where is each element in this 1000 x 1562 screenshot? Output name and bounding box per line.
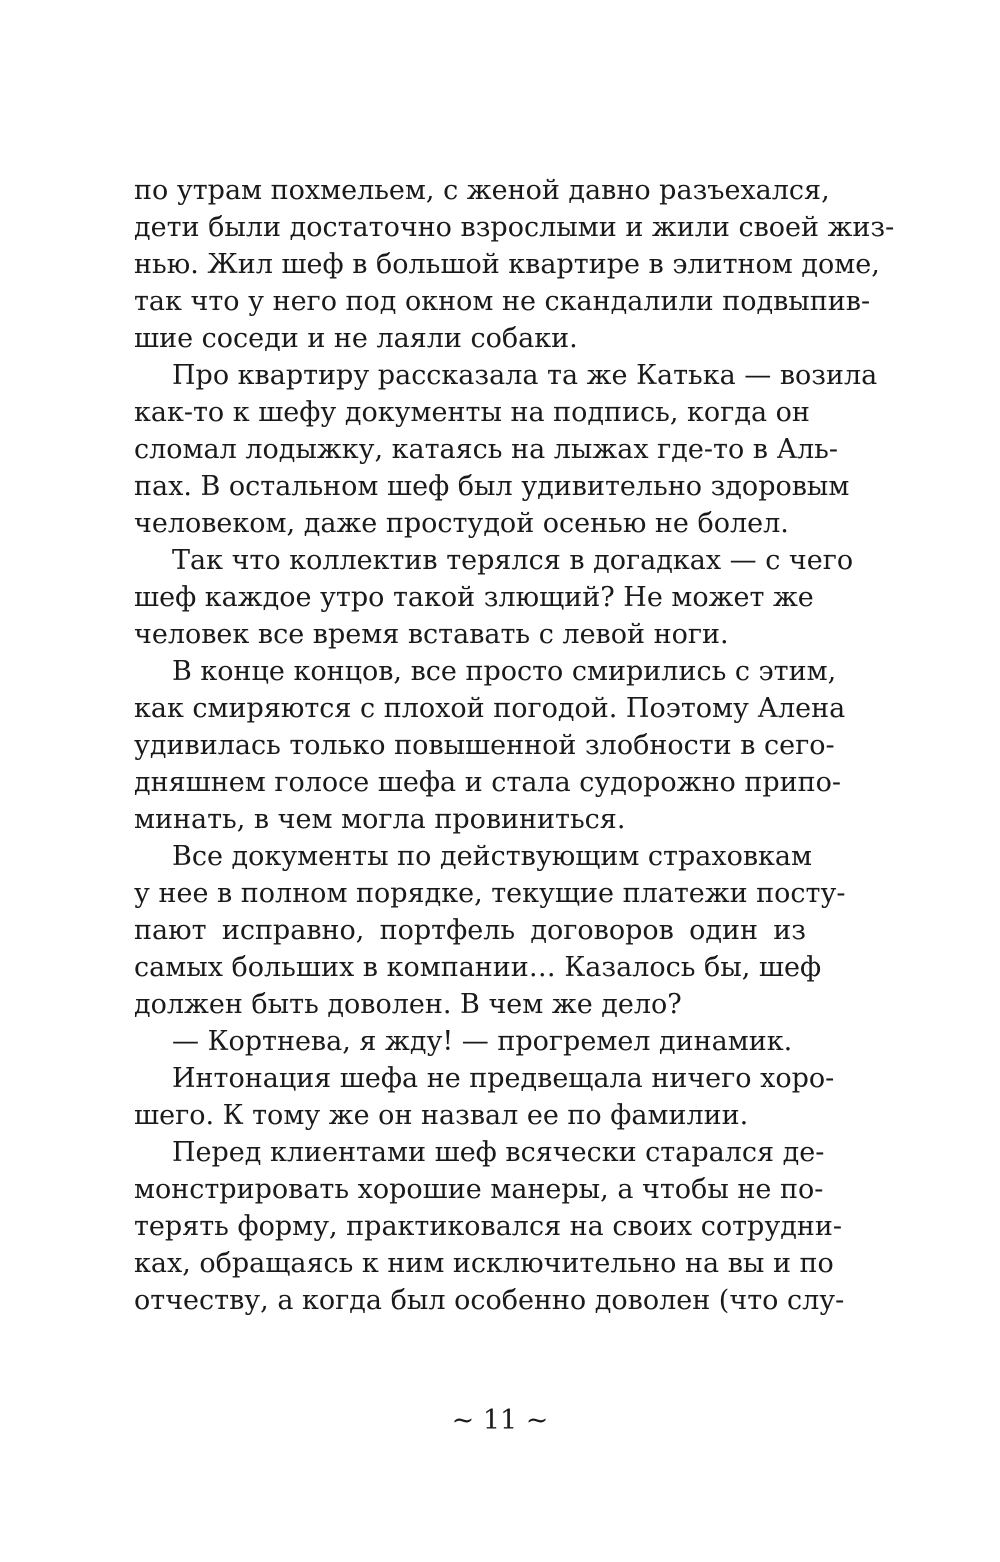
paragraph xyxy=(134,542,854,653)
paragraph xyxy=(134,1134,845,1319)
text-line: нью. Жил шеф в большой квартире в элитном доме, xyxy=(134,249,880,280)
body-text xyxy=(134,172,895,1319)
text-line: сломал лодыжку, катаясь на лыжах где-то в Аль- xyxy=(134,434,839,465)
paragraph xyxy=(134,838,846,1023)
page-number: ~ 11 ~ xyxy=(451,1405,549,1436)
paragraph xyxy=(134,1060,835,1134)
text-line: отчеству, а когда был особенно доволен (что слу- xyxy=(134,1285,845,1316)
text-line: шие соседи и не лаяли собаки. xyxy=(134,323,578,354)
text-line: как-то к шефу документы на подпись, когда он xyxy=(134,397,810,428)
text-line: Все документы по действующим страховкам xyxy=(172,841,813,872)
text-line: монстрировать хорошие манеры, а чтобы не по- xyxy=(134,1174,824,1205)
paragraph xyxy=(134,357,878,542)
text-line: Интонация шефа не предвещала ничего хоро- xyxy=(172,1063,835,1094)
paragraph xyxy=(134,1023,806,1060)
text-line: пают исправно, портфель договоров один из xyxy=(134,915,806,946)
text-line: — Кортнева, я жду! — прогремел динамик. xyxy=(172,1026,793,1057)
text-line: самых больших в компании… Казалось бы, шеф xyxy=(134,952,822,983)
text-line: Про квартиру рассказала та же Катька — возила xyxy=(172,360,878,391)
text-line: пах. В остальном шеф был удивительно здоровым xyxy=(134,471,850,502)
text-line: минать, в чем могла провиниться. xyxy=(134,804,626,835)
paragraph xyxy=(134,172,895,357)
text-line: как смиряются с плохой погодой. Поэтому Алена xyxy=(134,693,846,724)
text-line: Перед клиентами шеф всячески старался де- xyxy=(172,1137,825,1168)
text-line: должен быть доволен. В чем же дело? xyxy=(134,989,682,1020)
text-line: дняшнем голосе шефа и стала судорожно припо- xyxy=(134,767,842,798)
text-line: терять форму, практиковался на своих сотрудни- xyxy=(134,1211,842,1242)
text-line: человек все время вставать с левой ноги. xyxy=(134,619,729,650)
text-line: дети были достаточно взрослыми и жили своей жиз- xyxy=(134,212,895,243)
text-line: шеф каждое утро такой злющий? Не может же xyxy=(134,582,814,613)
text-line: человеком, даже простудой осенью не болел. xyxy=(134,508,789,539)
text-line: у нее в полном порядке, текущие платежи посту- xyxy=(134,878,846,909)
paragraph xyxy=(134,653,846,838)
text-line: по утрам похмельем, с женой давно разъехался, xyxy=(134,175,830,206)
text-line: В конце концов, все просто смирились с этим, xyxy=(172,656,837,687)
text-line: удивилась только повышенной злобности в сего- xyxy=(134,730,835,761)
text-line: ках, обращаясь к ним исключительно на вы и по xyxy=(134,1248,834,1279)
text-line: так что у него под окном не скандалили подвыпив- xyxy=(134,286,871,317)
text-line: шего. К тому же он назвал ее по фамилии. xyxy=(134,1100,749,1131)
text-line: Так что коллектив терялся в догадках — с чего xyxy=(172,545,854,576)
